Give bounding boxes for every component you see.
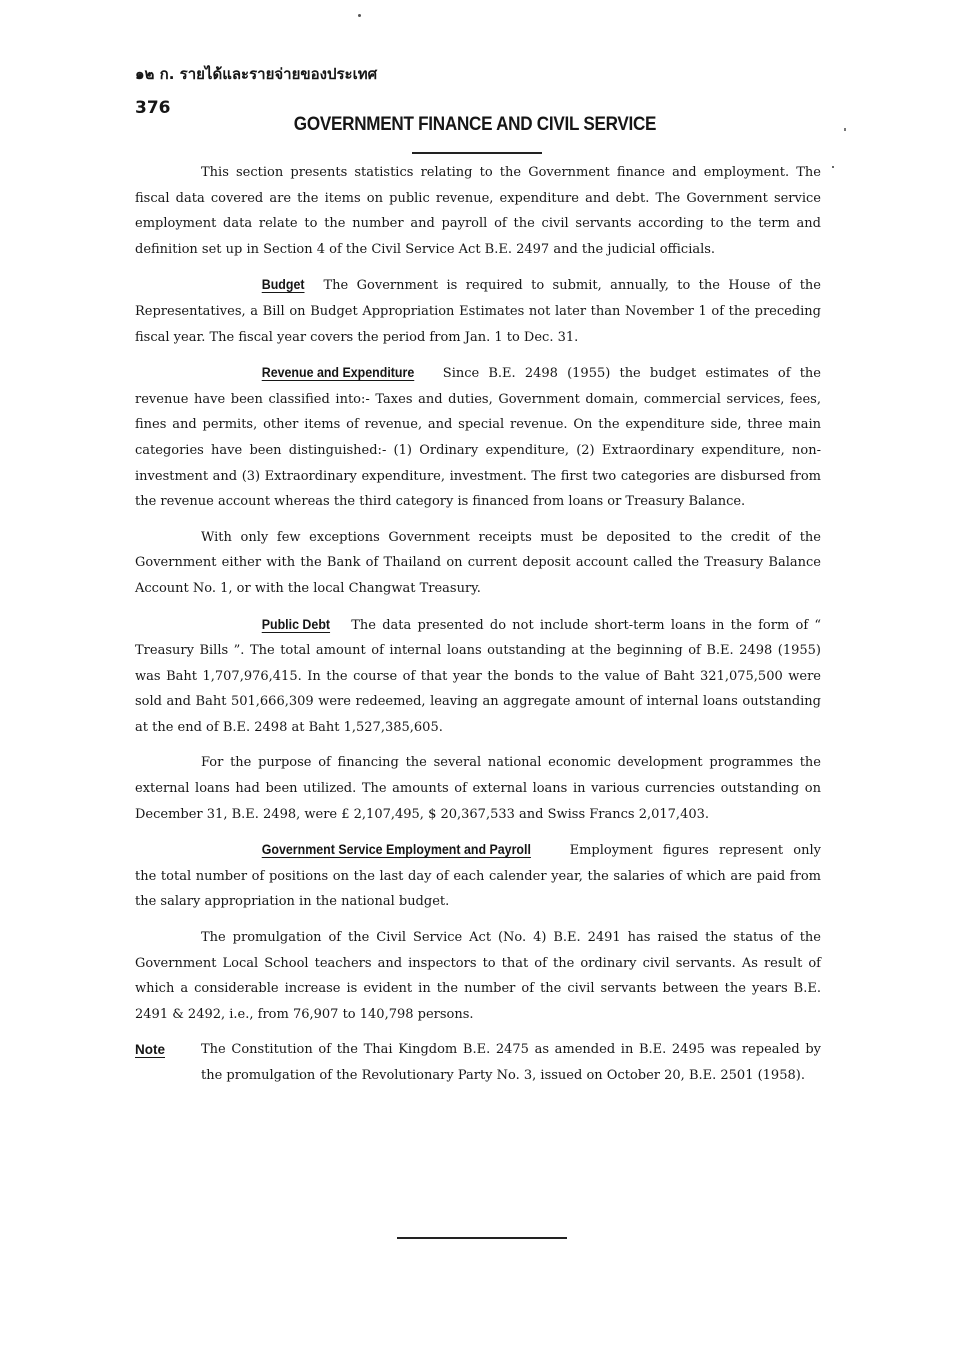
budget-heading: Budget	[261, 277, 305, 293]
note-block	[135, 1037, 821, 1088]
note-text: The Constitution of the Thai Kingdom B.E. 2475 as amended in B.E. 2495 was repealed by the promulgation of the Revolutionary Party No. 3, issued on October 20, B.E. 2501 (1958).	[201, 1042, 821, 1083]
employment-paragraph	[135, 837, 821, 915]
public-debt-heading: Public Debt	[261, 616, 331, 632]
public-debt-paragraph	[135, 612, 821, 741]
intro-paragraph: This section presents statistics relating to the Government finance and employment. The fiscal data covered are the items on public revenue, expenditure and debt. The Government service employment data relate to the number and payroll of the civil servants according to the term and definition set up in Section 4 of the Civil Service Act B.E. 2497 and the judicial officials.	[135, 165, 821, 257]
revenue-paragraph	[135, 360, 821, 515]
receipts-paragraph: With only few exceptions Government receipts must be deposited to the credit of the Government either with the Bank of Thailand on current deposit account called the Treasury Balance Account No. 1, or with the local Changwat Treasury.	[135, 529, 821, 596]
note-label: Note	[135, 1042, 165, 1058]
thai-running-header: ๑๒ ก. รายได้และรายจ่ายของประเทศ	[135, 65, 378, 83]
budget-text: The Government is required to submit, annually, to the House of the Representatives, a Bill on Budget Appropriation Estimates not later than November 1 of the preceding fiscal year. The fiscal year covers the period from Jan. 1 to Dec. 31.	[135, 278, 821, 345]
employment-text: Employment figures represent only the total number of positions on the last day of each calender year, the salaries of which are paid from the salary appropriation in the national budget.	[135, 843, 821, 910]
scan-speck	[832, 166, 834, 168]
page-number: 376	[135, 98, 171, 118]
promulgation-paragraph: The promulgation of the Civil Service Act (No. 4) B.E. 2491 has raised the status of the Government Local School teachers and inspectors to that of the ordinary civil servants. As result of which a considerable increase is evident in the number of the civil servants between the years B.E. 2491 & 2492, i.e., from 76,907 to 140,798 persons.	[135, 930, 821, 1022]
page-title: GOVERNMENT FINANCE AND CIVIL SERVICE	[293, 114, 657, 135]
revenue-heading: Revenue and Expenditure	[261, 365, 415, 381]
scan-speck	[358, 14, 361, 17]
employment-heading: Government Service Employment and Payroll	[261, 842, 531, 858]
body-text	[135, 160, 821, 1089]
revenue-text: Since B.E. 2498 (1955) the budget estimates of the revenue have been classified into:- Taxes and duties, Government domain, commercial services, fees, fines and permits, other items of revenue, and special revenue. On the expenditure side, three main categories have been distinguished:- (1) Ordinary expenditure, (2) Extraordinary expenditure, non-investment and (3) Extraordinary expenditure, investment. The first two categories are disbursed from the revenue account whereas the third category is financed from loans or Treasury Balance.	[135, 366, 821, 510]
budget-paragraph	[135, 272, 821, 350]
title-rule	[412, 152, 542, 154]
external-loans-paragraph: For the purpose of financing the several national economic development programmes the external loans had been utilized. The amounts of external loans in various currencies outstanding on December 31, B.E. 2498, were £ 2,107,495, $ 20,367,533 and Swiss Francs 2,017,403.	[135, 755, 821, 822]
public-debt-text: The data presented do not include short-term loans in the form of “ Treasury Bills ”. The total amount of internal loans outstanding at the beginning of B.E. 2498 (1955) was Baht 1,707,976,415. In the course of that year the bonds to the value of Baht 321,075,500 were sold and Baht 501,666,309 were redeemed, leaving an aggregate amount of internal loans outstanding at the end of B.E. 2498 at Baht 1,527,385,605.	[135, 617, 821, 735]
end-rule	[397, 1237, 567, 1239]
